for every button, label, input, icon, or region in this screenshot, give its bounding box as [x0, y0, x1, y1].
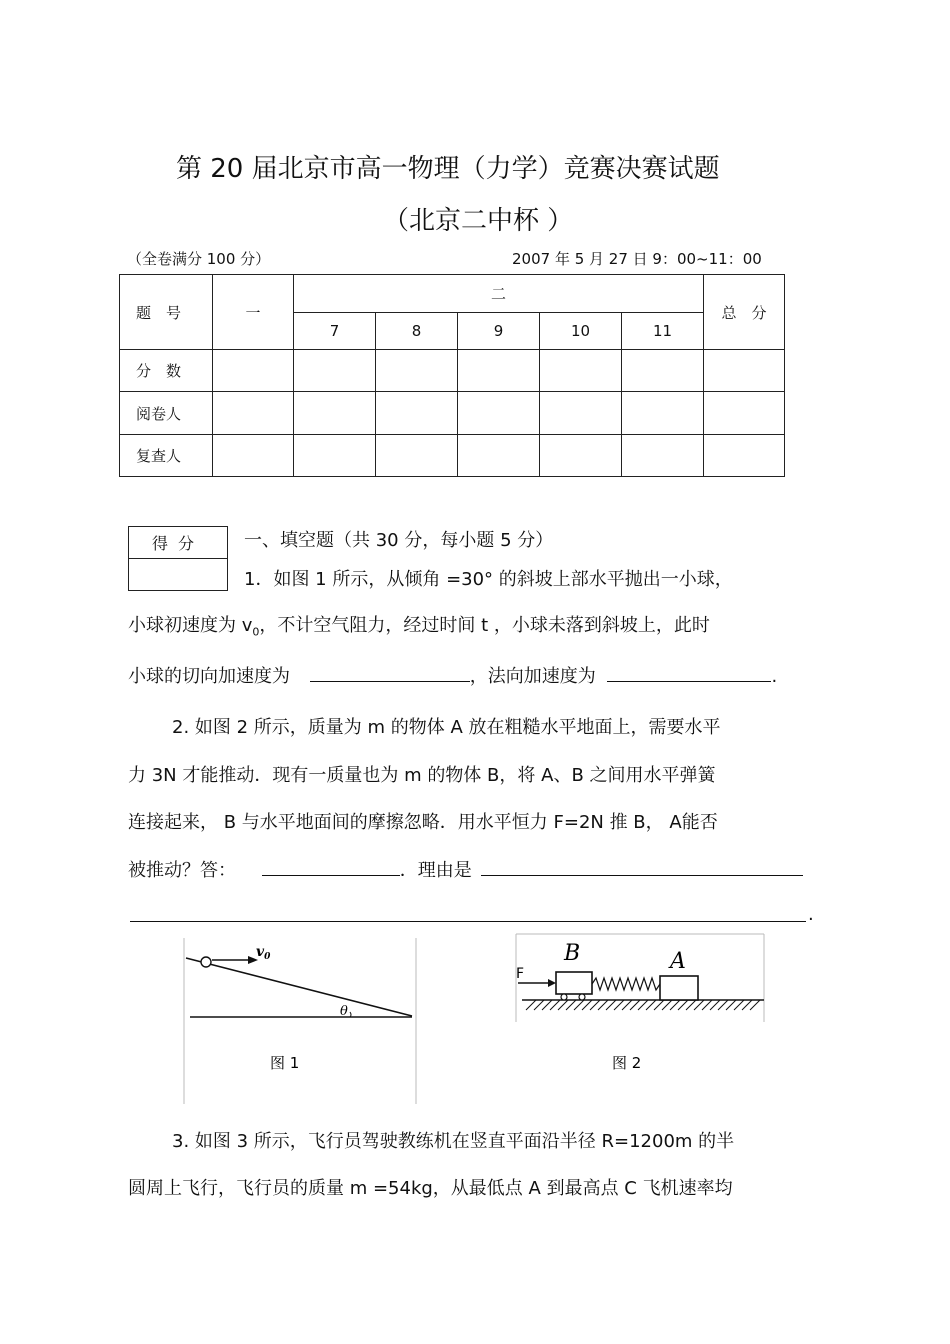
score-cell	[294, 392, 376, 435]
fig2-label-b: B	[564, 941, 581, 966]
score-cell	[376, 350, 458, 392]
q1-line2-start: 小球初速度为 v	[128, 615, 253, 636]
row-label-score: 分 数	[120, 350, 213, 392]
exam-date: 2007 年 5 月 27 日 9：00~11：00	[512, 250, 762, 268]
score-cell	[540, 350, 622, 392]
page-subtitle: （北京二中杯 ）	[383, 206, 574, 236]
fig2-label-f: F	[516, 966, 525, 982]
fig2-label-a: A	[670, 949, 686, 974]
q1-normal-answer-blank[interactable]	[607, 663, 771, 682]
fig2-spring	[592, 978, 660, 990]
full-marks: （全卷满分 100 分）	[127, 250, 271, 268]
section-heading: 一、填空题（共 30 分，每小题 5 分）	[244, 530, 554, 551]
score-cell	[458, 392, 540, 435]
header-question-number: 题 号	[120, 275, 213, 350]
fig2-block-b	[556, 972, 592, 994]
score-cell	[213, 435, 294, 477]
score-cell	[376, 435, 458, 477]
q3-line1: 3. 如图 3 所示，飞行员驾驶教练机在竖直平面沿半径 R=1200m 的半	[172, 1131, 735, 1152]
score-cell	[294, 435, 376, 477]
score-cell	[294, 350, 376, 392]
q2-line3: 连接起来， B 与水平地面间的摩擦忽略．用水平恒力 F=2N 推 B， A能否	[128, 812, 718, 833]
score-cell	[376, 392, 458, 435]
score-box-label: 得分	[129, 527, 228, 559]
row-label-grader: 阅卷人	[120, 392, 213, 435]
fig1-theta-label: θ	[340, 1004, 348, 1019]
q1-line3	[128, 662, 777, 688]
q1-line2-end: ，不计空气阻力，经过时间 t ，小球未落到斜坡上，此时	[259, 615, 710, 636]
q1-line1: 1．如图 1 所示，从倾角 =30° 的斜坡上部水平抛出一小球，	[244, 569, 733, 590]
score-cell	[704, 392, 785, 435]
score-cell	[622, 350, 704, 392]
header-q10: 10	[540, 313, 622, 350]
q2-line2: 力 3N 才能推动．现有一质量也为 m 的物体 B，将 A、B 之间用水平弹簧	[128, 765, 716, 786]
row-label-reviewer: 复查人	[120, 435, 213, 477]
score-box-blank	[129, 559, 228, 591]
q1-line2	[128, 611, 710, 639]
fig2-force-arrowhead	[548, 979, 556, 987]
q1-v0-subscript: 0	[252, 625, 260, 639]
q1-period: .	[771, 666, 778, 687]
fig1-velocity-label: $v_0$	[256, 944, 271, 962]
q2-answer-blank[interactable]	[262, 857, 400, 876]
score-cell	[540, 392, 622, 435]
q2-line1: 2. 如图 2 所示，质量为 m 的物体 A 放在粗糙水平地面上，需要水平	[172, 717, 721, 738]
q3-line2: 圆周上飞行，飞行员的质量 m =54kg，从最低点 A 到最高点 C 飞机速率均	[128, 1178, 733, 1199]
score-cell	[704, 350, 785, 392]
page-title: 第 20 届北京市高一物理（力学）竞赛决赛试题	[176, 154, 720, 184]
score-cell	[622, 392, 704, 435]
figure-1	[182, 938, 418, 1106]
q1-tangential-label: 小球的切向加速度为	[128, 666, 290, 687]
fig2-wheel-left	[561, 994, 567, 1000]
fig1-ball	[201, 957, 211, 967]
q1-tangential-answer-blank[interactable]	[310, 663, 470, 682]
score-table	[119, 274, 785, 477]
score-cell	[540, 435, 622, 477]
section-score-box	[128, 526, 228, 591]
score-cell	[458, 435, 540, 477]
score-cell	[704, 435, 785, 477]
q2-reason-blank-line2[interactable]	[130, 921, 806, 922]
header-q7: 7	[294, 313, 376, 350]
header-q9: 9	[458, 313, 540, 350]
score-cell	[458, 350, 540, 392]
fig2-wheel-right	[579, 994, 585, 1000]
q2-period: .	[808, 904, 814, 925]
header-part-two: 二	[294, 275, 704, 313]
score-cell	[213, 350, 294, 392]
header-q8: 8	[376, 313, 458, 350]
header-total: 总 分	[704, 275, 785, 350]
fig1-caption: 图 1	[270, 1054, 300, 1072]
q2-reason-blank[interactable]	[481, 857, 803, 876]
fig2-caption: 图 2	[612, 1054, 642, 1072]
header-q11: 11	[622, 313, 704, 350]
fig2-block-a	[660, 976, 698, 1000]
fig1-angle-arc	[350, 1012, 351, 1017]
score-cell	[213, 392, 294, 435]
score-cell	[622, 435, 704, 477]
figure-2	[512, 932, 768, 1080]
fig1-slope	[186, 958, 412, 1016]
q2-reason-label: ．理由是	[399, 860, 472, 881]
q1-normal-label: ，法向加速度为	[469, 666, 596, 687]
header-part-one: 一	[213, 275, 294, 350]
q2-answer-label: 被推动？答：	[128, 860, 236, 881]
q2-line4	[128, 856, 803, 882]
fig2-ground-hatching	[526, 1000, 760, 1010]
